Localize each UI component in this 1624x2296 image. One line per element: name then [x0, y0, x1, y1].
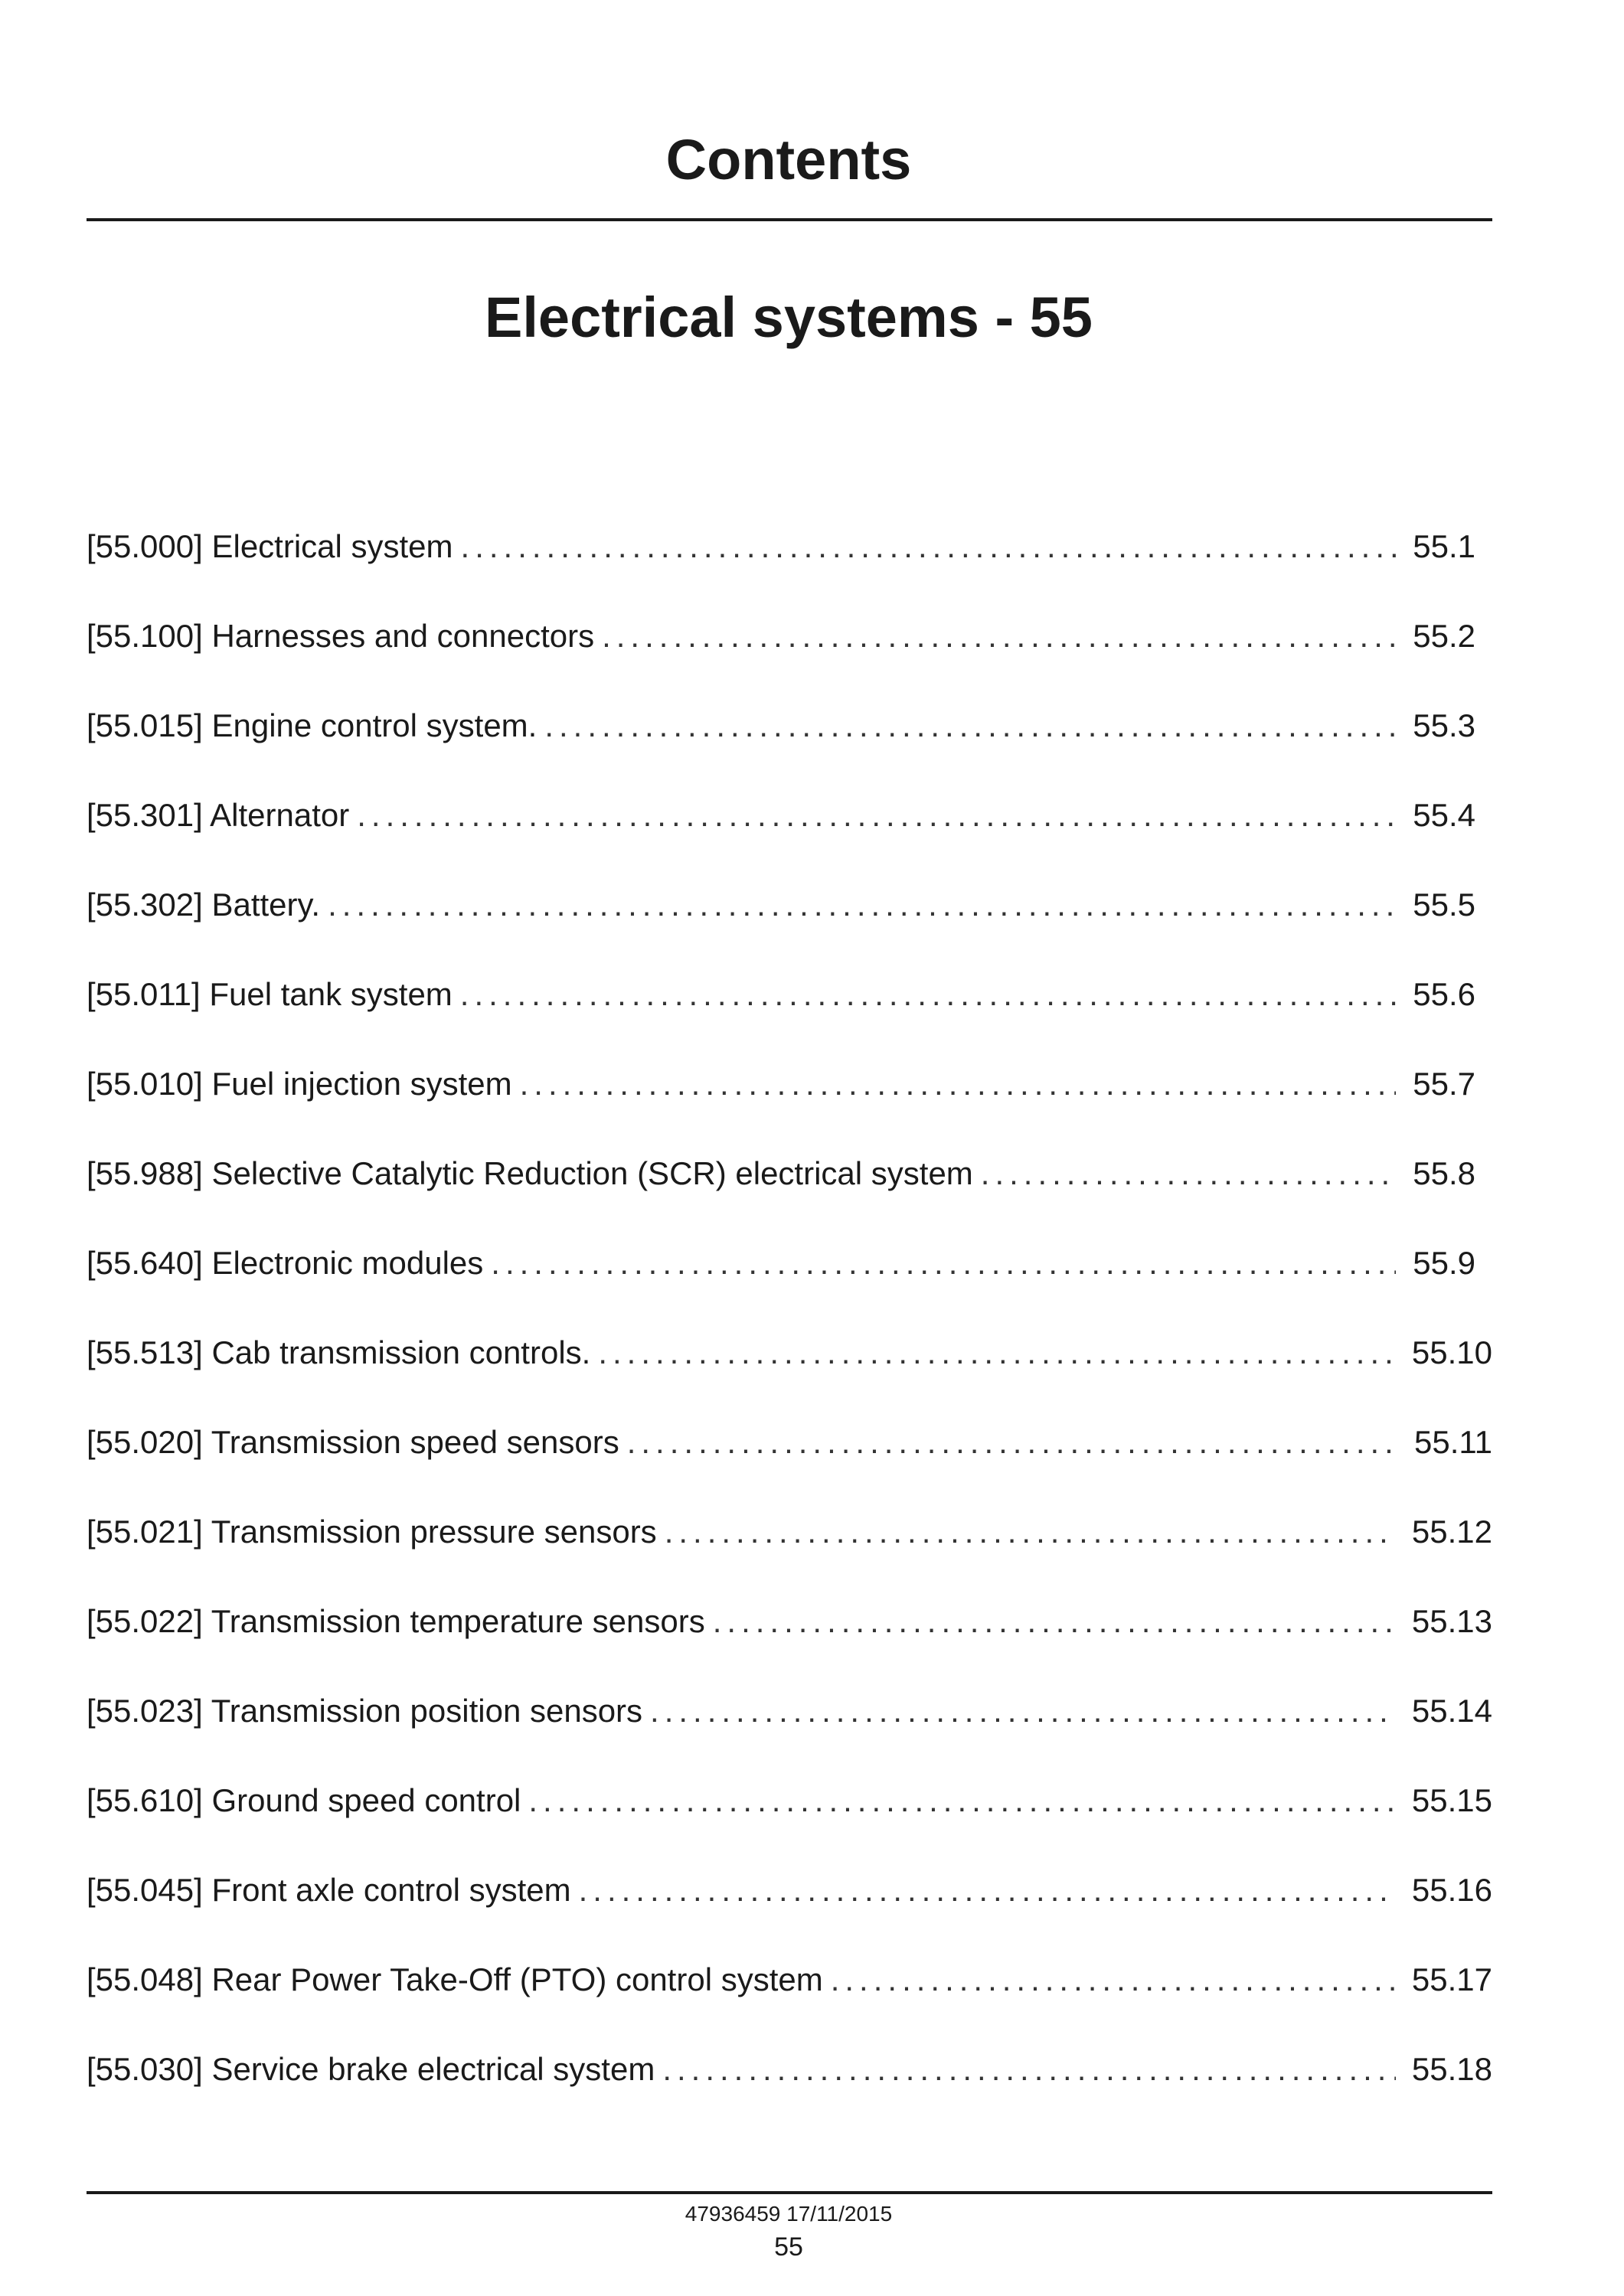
toc-entry-label: [55.020] Transmission speed sensors [87, 1423, 619, 1460]
toc-entry-page: 55.7 [1413, 1065, 1475, 1102]
toc-entry-55-023[interactable] [87, 1666, 1492, 1755]
toc-entry-label: [55.030] Service brake electrical system [87, 2050, 655, 2087]
toc-entry-page: 55.11 [1414, 1423, 1492, 1460]
toc-entry-page: 55.8 [1413, 1155, 1475, 1191]
toc-entry-label: [55.301] Alternator [87, 796, 350, 833]
page-number: 55 [774, 2232, 803, 2262]
toc-entry-label: [55.023] Transmission position sensors [87, 1692, 643, 1729]
toc-entry-55-010[interactable] [87, 1039, 1492, 1128]
dot-leader [461, 531, 1396, 563]
toc-entry-label: [55.010] Fuel injection system [87, 1065, 512, 1102]
dot-leader [520, 1068, 1396, 1100]
dot-leader [357, 799, 1396, 831]
dot-leader [528, 1785, 1396, 1817]
table-of-contents [87, 501, 1492, 2114]
toc-entry-label: [55.021] Transmission pressure sensors [87, 1513, 657, 1550]
dot-leader [831, 1964, 1396, 1996]
toc-entry-page: 55.13 [1411, 1602, 1492, 1639]
dot-leader [544, 710, 1396, 742]
toc-entry-page: 55.5 [1413, 886, 1475, 923]
toc-entry-page: 55.9 [1413, 1244, 1475, 1281]
toc-entry-55-045[interactable] [87, 1845, 1492, 1935]
toc-entry-label: [55.513] Cab transmission controls. [87, 1334, 591, 1370]
toc-entry-page: 55.10 [1411, 1334, 1492, 1370]
toc-entry-label: [55.988] Selective Catalytic Reduction (SCR) electrical system [87, 1155, 973, 1191]
toc-entry-page: 55.3 [1413, 707, 1475, 743]
dot-leader [602, 620, 1396, 652]
dot-leader [328, 889, 1396, 921]
toc-entry-55-610[interactable] [87, 1755, 1492, 1845]
toc-entry-55-100[interactable] [87, 591, 1492, 681]
toc-entry-page: 55.18 [1411, 2050, 1492, 2087]
toc-entry-55-513[interactable] [87, 1308, 1492, 1397]
document-code: 47936459 17/11/2015 [685, 2202, 893, 2226]
toc-entry-55-030[interactable] [87, 2024, 1492, 2114]
toc-entry-page: 55.4 [1413, 796, 1475, 833]
toc-entry-label: [55.610] Ground speed control [87, 1782, 521, 1818]
toc-entry-55-000[interactable] [87, 501, 1492, 591]
toc-entry-label: [55.022] Transmission temperature sensors [87, 1602, 705, 1639]
toc-entry-page: 55.1 [1413, 527, 1475, 564]
toc-entry-page: 55.14 [1411, 1692, 1492, 1729]
toc-entry-page: 55.17 [1411, 1961, 1492, 1997]
toc-entry-label: [55.045] Front axle control system [87, 1871, 571, 1908]
toc-entry-55-015[interactable] [87, 681, 1492, 770]
toc-entry-page: 55.6 [1413, 975, 1475, 1012]
dot-leader [665, 1516, 1396, 1548]
page-title: Contents [665, 128, 912, 191]
dot-leader [460, 978, 1396, 1011]
toc-entry-page: 55.16 [1411, 1871, 1492, 1908]
toc-entry-page: 55.15 [1411, 1782, 1492, 1818]
toc-entry-55-021[interactable] [87, 1487, 1492, 1576]
section-title: Electrical systems - 55 [485, 286, 1093, 349]
toc-entry-55-301[interactable] [87, 770, 1492, 860]
toc-entry-label: [55.015] Engine control system. [87, 707, 538, 743]
dot-leader [662, 2053, 1396, 2085]
dot-leader [713, 1605, 1396, 1638]
toc-entry-55-048[interactable] [87, 1935, 1492, 2024]
toc-entry-label: [55.640] Electronic modules [87, 1244, 484, 1281]
toc-entry-55-020[interactable] [87, 1397, 1492, 1487]
dot-leader [627, 1426, 1396, 1458]
dot-leader [981, 1158, 1396, 1190]
toc-entry-55-302[interactable] [87, 860, 1492, 949]
toc-entry-55-988[interactable] [87, 1128, 1492, 1218]
toc-entry-label: [55.000] Electrical system [87, 527, 453, 564]
toc-entry-55-022[interactable] [87, 1576, 1492, 1666]
toc-entry-55-011[interactable] [87, 949, 1492, 1039]
dot-leader [650, 1695, 1396, 1727]
toc-entry-label: [55.302] Battery. [87, 886, 321, 923]
toc-entry-label: [55.048] Rear Power Take-Off (PTO) control system [87, 1961, 823, 1997]
dot-leader [491, 1247, 1396, 1279]
toc-entry-page: 55.2 [1413, 617, 1475, 654]
header-divider [87, 218, 1492, 221]
dot-leader [598, 1337, 1396, 1369]
toc-entry-55-640[interactable] [87, 1218, 1492, 1308]
toc-entry-page: 55.12 [1411, 1513, 1492, 1550]
toc-entry-label: [55.100] Harnesses and connectors [87, 617, 595, 654]
toc-entry-label: [55.011] Fuel tank system [87, 975, 453, 1012]
footer-divider [87, 2191, 1492, 2194]
dot-leader [579, 1874, 1396, 1906]
